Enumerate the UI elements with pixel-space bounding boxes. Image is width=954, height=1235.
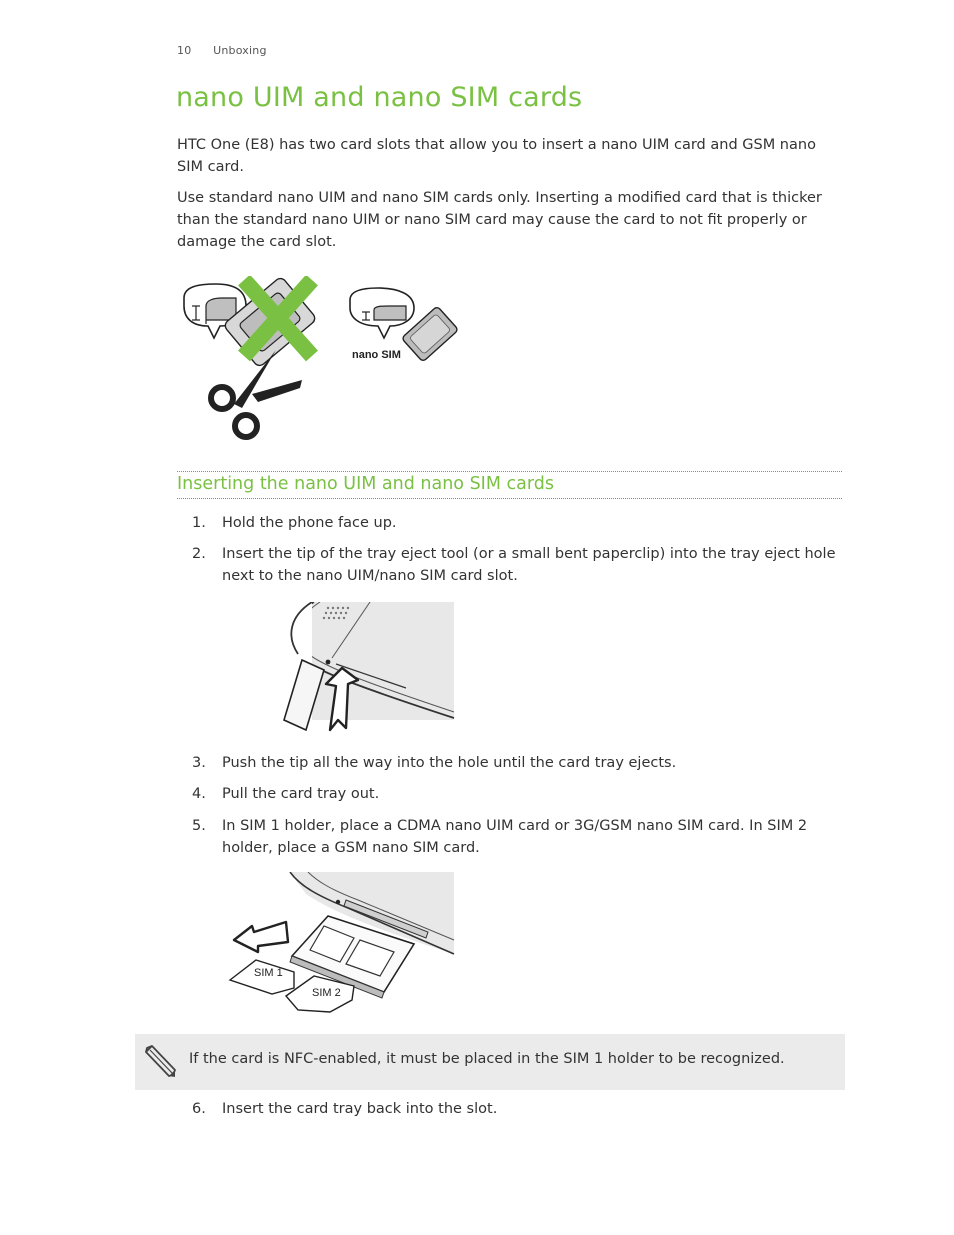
step-number: 3. <box>192 755 206 771</box>
sim1-label: SIM 1 <box>254 967 283 979</box>
intro-paragraph-2: Use standard nano UIM and nano SIM cards only. Inserting a modified card that is thicker than the standard nano UIM or nano SIM card may cause the card to not fit properly or damage the card slot. <box>177 190 822 250</box>
step-number: 1. <box>192 515 206 531</box>
card-tray-illustration <box>228 872 456 1018</box>
subsection-title: Inserting the nano UIM and nano SIM cards <box>177 474 554 494</box>
step-number: 5. <box>192 818 206 834</box>
step-2 <box>192 543 842 587</box>
step-text: Hold the phone face up. <box>222 515 397 531</box>
page-title: nano UIM and nano SIM cards <box>176 82 583 113</box>
eject-tool-illustration <box>276 602 456 736</box>
page-header <box>177 44 267 57</box>
note-text: If the card is NFC-enabled, it must be placed in the SIM 1 holder to be recognized. <box>189 1051 785 1067</box>
step-number: 6. <box>192 1101 206 1117</box>
step-text: Insert the tip of the tray eject tool (or a small bent paperclip) into the tray eject hole next to the nano UIM/nano SIM card slot. <box>222 546 836 584</box>
section-divider-top <box>177 471 842 472</box>
nano-sim-callout <box>350 288 414 338</box>
step-number: 4. <box>192 786 206 802</box>
step-text: Pull the card tray out. <box>222 786 380 802</box>
eject-hole <box>336 900 340 904</box>
step-6 <box>192 1098 842 1120</box>
step-1 <box>192 512 842 534</box>
section-divider-bottom <box>177 498 842 499</box>
pencil-icon <box>143 1044 177 1078</box>
step-5 <box>192 815 842 859</box>
page-number: 10 <box>177 44 192 57</box>
section-name: Unboxing <box>213 44 267 57</box>
card-thickness-illustration <box>178 276 458 446</box>
step-text: Insert the card tray back into the slot. <box>222 1101 498 1117</box>
note-box <box>135 1034 845 1090</box>
intro-paragraph-1: HTC One (E8) has two card slots that allow you to insert a nano UIM card and GSM nano SIM card. <box>177 137 816 175</box>
step-number: 2. <box>192 546 206 562</box>
sim1-card-icon <box>230 960 294 994</box>
step-text: In SIM 1 holder, place a CDMA nano UIM card or 3G/GSM nano SIM card. In SIM 2 holder, place a GSM nano SIM card. <box>222 818 808 856</box>
insert-arrow-icon <box>234 922 288 952</box>
eject-hole <box>326 660 331 665</box>
nano-sim-label: nano SIM <box>352 349 401 361</box>
sim2-label: SIM 2 <box>312 987 341 999</box>
step-text: Push the tip all the way into the hole until the card tray ejects. <box>222 755 677 771</box>
step-4 <box>192 783 842 805</box>
step-3 <box>192 752 842 774</box>
